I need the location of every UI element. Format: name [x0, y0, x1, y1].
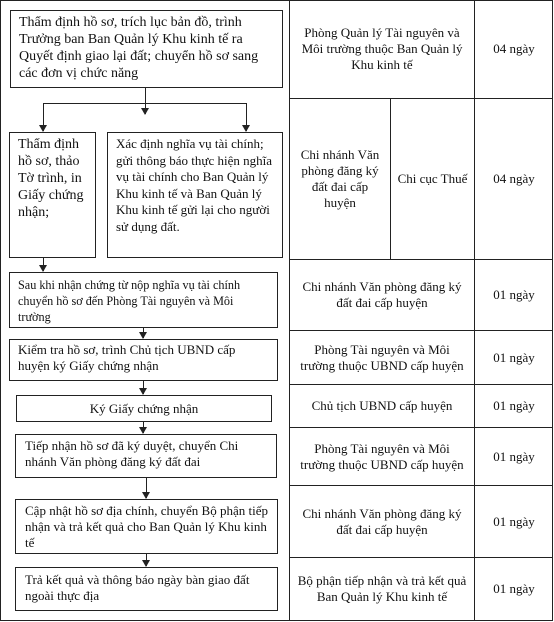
step-2a-text: Thẩm định hồ sơ, thảo Tờ trình, in Giấy chứng nhận;	[18, 137, 84, 220]
days-cell: 04 ngày	[493, 41, 535, 56]
unit-cell: Phòng Tài nguyên và Môi trường thuộc UBND cấp huyện	[300, 440, 464, 472]
step-4-box	[9, 339, 278, 381]
arrow-down-icon	[143, 328, 144, 338]
unit-cell: Chi nhánh Văn phòng đăng ký đất đai cấp huyện	[302, 279, 462, 310]
unit-cell: Phòng Tài nguyên và Môi trường thuộc UBND cấp huyện	[300, 341, 464, 373]
days-cell: 04 ngày	[493, 171, 535, 186]
step-8-box	[15, 567, 278, 611]
days-cell: 01 ngày	[493, 398, 535, 413]
step-2a-box	[9, 132, 96, 258]
step-4-text: Kiểm tra hồ sơ, trình Chủ tịch UBND cấp huyện ký Giấy chứng nhận	[18, 342, 236, 373]
connector-line	[145, 88, 146, 103]
step-1-text: Thẩm định hồ sơ, trích lục bản đồ, trình Trưởng ban Ban Quản lý Khu kinh tế ra Quyết định giao lại đất; chuyển hồ sơ sang các đơn vị chức năng	[19, 15, 259, 81]
step-3-text: Sau khi nhận chứng từ nộp nghĩa vụ tài chính chuyển hồ sơ đến Phòng Tài nguyên và Môi trường	[18, 278, 241, 324]
step-7-box	[15, 499, 278, 554]
unit-cell: Chủ tịch UBND cấp huyện	[311, 398, 453, 413]
step-2b-box	[107, 132, 283, 258]
unit-cell: Chi cục Thuế	[397, 171, 468, 186]
step-8-text: Trả kết quả và thông báo ngày bàn giao đất ngoài thực địa	[25, 572, 250, 603]
step-1-box	[10, 10, 283, 88]
step-2b-text: Xác định nghĩa vụ tài chính; gửi thông báo thực hiện nghĩa vụ tài chính cho Ban Quản lý Khu kinh tế và Ban Quản lý Khu kinh tế gửi lại cho người sử dụng đất.	[116, 136, 272, 234]
arrow-down-icon	[246, 103, 247, 131]
arrow-down-icon	[143, 381, 144, 394]
step-5-text: Ký Giấy chứng nhận	[89, 401, 199, 416]
days-cell: 01 ngày	[493, 287, 535, 302]
step-7-text: Cập nhật hồ sơ địa chính, chuyển Bộ phận tiếp nhận và trả kết quả cho Ban Quản lý Khu kinh tế	[25, 503, 268, 550]
step-6-box	[15, 434, 277, 478]
arrow-down-icon	[143, 422, 144, 433]
step-5-box	[16, 395, 272, 422]
arrow-down-icon	[146, 478, 147, 498]
step-6-text: Tiếp nhận hồ sơ đã ký duyệt, chuyển Chi nhánh Văn phòng đăng ký đất đai	[25, 438, 239, 469]
days-cell: 01 ngày	[493, 349, 535, 365]
unit-cell: Chi nhánh Văn phòng đăng ký đất đai cấp huyện	[302, 505, 462, 537]
unit-cell: Phòng Quản lý Tài nguyên và Môi trường thuộc Ban Quản lý Khu kinh tế	[301, 25, 463, 72]
arrow-down-icon	[43, 103, 44, 131]
arrow-down-icon	[145, 103, 146, 114]
days-cell: 01 ngày	[493, 581, 535, 596]
days-cell: 01 ngày	[493, 448, 535, 464]
step-3-box	[9, 272, 278, 328]
unit-cell: Chi nhánh Văn phòng đăng ký đất đai cấp huyện	[300, 147, 380, 210]
arrow-down-icon	[146, 554, 147, 566]
arrow-down-icon	[43, 258, 44, 271]
days-cell: 01 ngày	[493, 513, 535, 529]
unit-cell: Bộ phận tiếp nhận và trả kết quả Ban Quản lý Khu kinh tế	[297, 573, 467, 604]
